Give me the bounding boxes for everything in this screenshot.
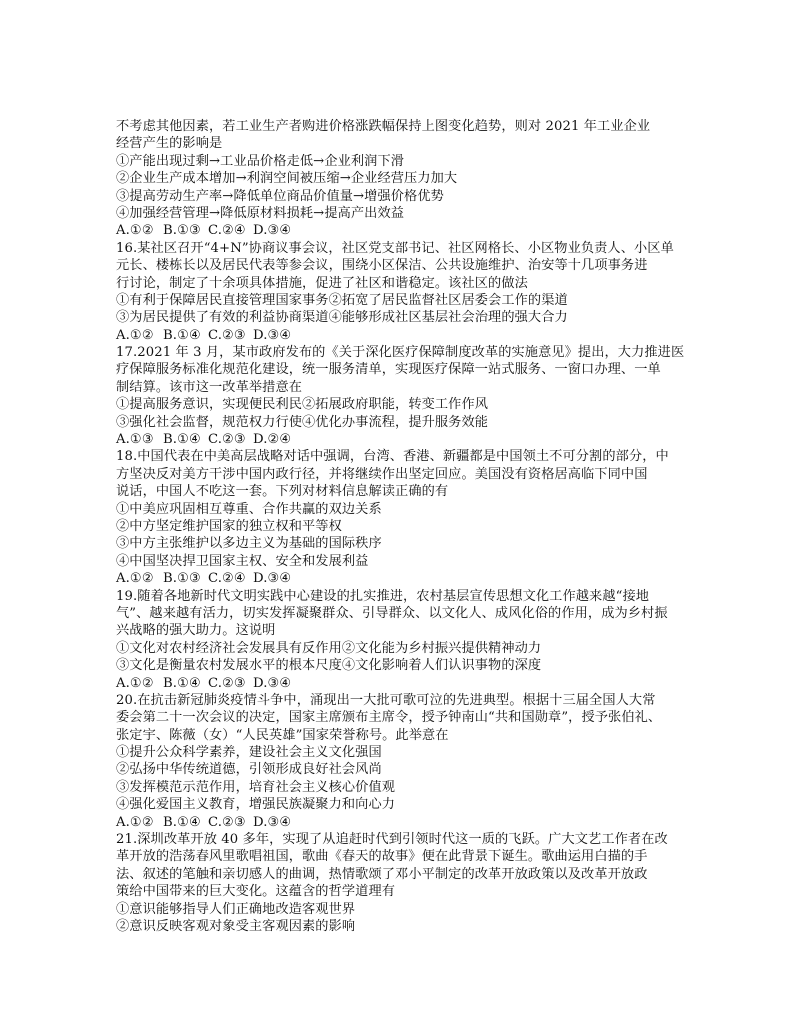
text-line: ④中国坚决捍卫国家主权、安全和发展利益 [116, 553, 369, 569]
choice-d: D.②④ [253, 432, 292, 448]
choice-a: A.①③ [116, 432, 154, 448]
text-line: 革开放的浩荡春风里歌唱祖国，歌曲《春天的故事》便在此背景下诞生。歌曲运用白描的手 [116, 849, 648, 865]
text-line: 疗保障服务标准化规范化建设，统一服务清单，实现医疗保障一站式服务、一窗口办理、一单 [116, 362, 661, 378]
choice-d: D.③④ [253, 223, 292, 239]
text-line: 行讨论，制定了十余项具体措施，促进了社区和谐稳定。该社区的做法 [116, 275, 528, 291]
choice-c: C.②③ [208, 432, 246, 448]
text-line: ①文化对农村经济社会发展具有反作用②文化能为乡村振兴提供精神动力 [116, 640, 542, 656]
choice-a: A.①② [116, 571, 154, 587]
text-line: ③文化是衡量农村发展水平的根本尺度④文化影响着人们认识事物的深度 [116, 658, 542, 674]
text-line: ③为居民提供了有效的利益协商渠道④能够形成社区基层社会治理的强大合力 [116, 310, 568, 326]
choice-c: C.②③ [208, 327, 246, 343]
choice-b: B.①④ [163, 675, 201, 691]
text-line: 制结算。该市这一改革举措意在 [116, 379, 303, 395]
text-line: ③发挥模范示范作用，培育社会主义核心价值观 [116, 779, 396, 795]
text-line: 经营产生的影响是 [116, 136, 223, 152]
text-line: 策给中国带来的巨大变化。这蕴含的哲学道理有 [116, 884, 396, 900]
answer-choices [116, 814, 686, 831]
choice-c: C.②④ [208, 223, 246, 239]
text-line: ③强化社会监督，规范权力行使④优化办事流程，提升服务效能 [116, 414, 489, 430]
text-line: ①提高服务意识，实现便民利民②拓展政府职能，转变工作作风 [116, 397, 489, 413]
text-line: 说话，中国人不吃这一套。下列对材料信息解读正确的有 [116, 484, 449, 500]
exam-page [116, 118, 686, 935]
answer-choices [116, 327, 686, 344]
text-line: 委会第二十一次会议的决定，国家主席颁布主席令，授予钟南山“共和国勋章”，授予张伯礼、 [116, 710, 662, 726]
choice-d: D.③④ [253, 814, 292, 830]
text-line: 20.在抗击新冠肺炎疫情斗争中，涌现出一大批可歌可泣的先进典型。根据十三届全国人大常 [116, 692, 656, 708]
choice-b: B.①④ [163, 814, 201, 830]
choice-b: B.①④ [163, 432, 201, 448]
text-line: ①意识能够指导人们正确地改造客观世界 [116, 901, 356, 917]
text-line: ④加强经营管理→降低原材料损耗→提高产出效益 [116, 205, 405, 221]
choice-b: B.①③ [163, 571, 201, 587]
answer-choices [116, 675, 686, 692]
text-line: 法、叙述的笔触和亲切感人的曲调，热情歌颂了邓小平制定的改革开放政策以及改革开放政 [116, 866, 648, 882]
text-line: 19.随着各地新时代文明实践中心建设的扎实推进，农村基层宣传思想文化工作越来越“接地 [116, 588, 650, 604]
text-line: ③提高劳动生产率→降低单位商品价值量→增强价格优势 [116, 188, 444, 204]
text-line: 气”、越来越有活力，切实发挥凝聚群众、引导群众、以文化人、成风化俗的作用，成为乡村振 [116, 605, 668, 621]
text-line: 兴战略的强大助力。这说明 [116, 623, 276, 639]
text-line: 18.中国代表在中美高层战略对话中强调，台湾、香港、新疆都是中国领土不可分割的部分，中 [116, 449, 669, 465]
choice-c: C.②④ [208, 571, 246, 587]
choice-d: D.③④ [253, 571, 292, 587]
text-line: 17.2021 年 3 月，某市政府发布的《关于深化医疗保障制度改革的实施意见》提出，大力推进医 [116, 345, 685, 361]
text-line: 方坚决反对美方干涉中国内政行径，并将继续作出坚定回应。美国没有资格居高临下同中国 [116, 466, 648, 482]
text-line: ①产能出现过剩→工业品价格走低→企业利润下滑 [116, 153, 405, 169]
choice-d: D.③④ [253, 675, 292, 691]
choice-a: A.①② [116, 327, 154, 343]
text-line: ①有利于保障居民直接管理国家事务②拓宽了居民监督社区居委会工作的渠道 [116, 292, 568, 308]
text-line: 16.某社区召开“4+N”协商议事会议，社区党支部书记、社区网格长、小区物业负责人、小区单 [116, 240, 674, 256]
choice-a: A.①② [116, 814, 154, 830]
text-line: ②中方坚定维护国家的独立权和平等权 [116, 518, 342, 534]
text-line: 不考虑其他因素，若工业生产者购进价格涨跌幅保持上图变化趋势，则对 2021 年工业企业 [116, 119, 651, 134]
text-line: ③中方主张维护以多边主义为基础的国际秩序 [116, 536, 382, 552]
choice-d: D.③④ [253, 327, 292, 343]
choice-a: A.①② [116, 223, 154, 239]
answer-choices [116, 431, 686, 448]
text-line: 元长、楼栋长以及居民代表等参会议，围绕小区保洁、公共设施维护、治安等十几项事务进 [116, 258, 648, 274]
text-line: ②弘扬中华传统道德，引领形成良好社会风尚 [116, 762, 382, 778]
choice-c: C.②③ [208, 814, 246, 830]
answer-choices [116, 222, 686, 239]
text-line: ②意识反映客观对象受主客观因素的影响 [116, 918, 356, 934]
text-line: 21.深圳改革开放 40 多年，实现了从追赶时代到引领时代这一质的飞跃。广大文艺工作者在改 [116, 832, 668, 848]
choice-b: B.①③ [163, 223, 201, 239]
text-line: 张定宇、陈薇（女）“人民英雄”国家荣誉称号。此举意在 [116, 727, 449, 743]
text-line: ①提升公众科学素养，建设社会主义文化强国 [116, 745, 382, 761]
choice-c: C.②③ [208, 675, 246, 691]
text-line: ②企业生产成本增加→利润空间被压缩→企业经营压力加大 [116, 171, 458, 187]
answer-choices [116, 570, 686, 587]
choice-a: A.①② [116, 675, 154, 691]
choice-b: B.①④ [163, 327, 201, 343]
text-line: ④强化爱国主义教育，增强民族凝聚力和向心力 [116, 797, 396, 813]
text-line: ①中美应巩固相互尊重、合作共赢的双边关系 [116, 501, 382, 517]
